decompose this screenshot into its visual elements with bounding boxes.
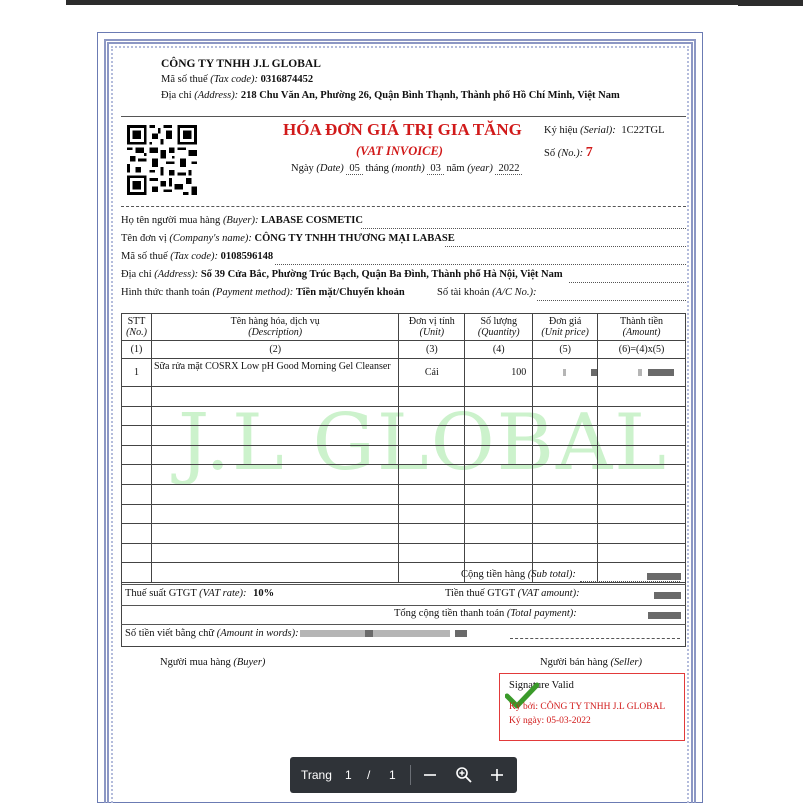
header-cell: Đơn giá (Unit price) bbox=[533, 314, 598, 341]
total-payment-redacted bbox=[648, 612, 681, 619]
subtotal-label: Cộng tiền hàng (Sub total): bbox=[461, 569, 576, 580]
vat-rate-value: 10% bbox=[253, 588, 275, 599]
qr-code-icon bbox=[127, 125, 197, 195]
table-row bbox=[122, 465, 686, 485]
total-pages: 1 bbox=[389, 768, 396, 782]
buyer-address-line: Địa chỉ (Address): Số 39 Cửa Bắc, Phường Trúc Bạch, Quận Ba Đình, Thành phố Hà Nội, Việt Nam bbox=[121, 269, 563, 280]
invoice-title: HÓA ĐƠN GIÁ TRỊ GIA TĂNG bbox=[283, 120, 522, 139]
seller-tax-code: 0316874452 bbox=[260, 74, 314, 85]
page-separator: / bbox=[367, 768, 371, 782]
total-payment-label: Tổng cộng tiền thanh toán (Total payment): bbox=[394, 608, 577, 619]
subtotal-value-redacted bbox=[647, 573, 681, 580]
seller-address: 218 Chu Văn An, Phường 26, Quận Bình Thạnh, Thành phố Hồ Chí Minh, Việt Nam bbox=[240, 90, 620, 101]
invoice-subtitle: (VAT INVOICE) bbox=[356, 144, 443, 158]
invoice-date-line: Ngày (Date) 05 tháng (month) 03 năm (year) 2022 bbox=[291, 163, 522, 174]
invoice-serial: 1C22TGL bbox=[621, 125, 665, 136]
seller-tax-line: Mã số thuế (Tax code): 0316874452 bbox=[161, 74, 314, 85]
signed-date-text: Ký ngày: 05-03-2022 bbox=[509, 716, 591, 726]
invoice-month: 03 bbox=[427, 163, 444, 175]
plus-icon[interactable] bbox=[490, 768, 504, 782]
buyer-address: Số 39 Cửa Bắc, Phường Trúc Bạch, Quận Ba Đình, Thành phố Hà Nội, Việt Nam bbox=[200, 269, 563, 280]
minus-icon[interactable] bbox=[423, 768, 437, 782]
invoice-number-line: Số (No.): 7 bbox=[544, 145, 593, 160]
viewer-top-right-bar bbox=[738, 0, 803, 6]
zoom-icon[interactable] bbox=[455, 766, 472, 783]
buyer-tax-code: 0108596148 bbox=[220, 251, 274, 262]
header-cell: Số lượng (Quantity) bbox=[465, 314, 533, 341]
amount-words-label: Số tiền viết bằng chữ (Amount in words): bbox=[125, 628, 299, 639]
vat-amount-redacted bbox=[654, 592, 681, 599]
header-cell: Tên hàng hóa, dịch vụ (Description) bbox=[151, 314, 398, 341]
page-label: Trang bbox=[301, 768, 332, 782]
table-row bbox=[122, 426, 686, 446]
table-row: 1 Sữa rửa mặt COSRX Low pH Good Morning Gel Cleanser Cái 100 bbox=[122, 359, 686, 387]
seller-signature-label: Người bán hàng (Seller) bbox=[540, 657, 642, 668]
buyer-account-line: Số tài khoản (A/C No.): bbox=[437, 287, 537, 298]
table-header-row bbox=[122, 314, 686, 341]
invoice-number: 7 bbox=[585, 145, 593, 160]
amount-words-redacted bbox=[300, 630, 450, 637]
vat-amount-label: Tiền thuế GTGT (VAT amount): bbox=[445, 588, 580, 599]
item-description: Sữa rửa mặt COSRX Low pH Good Morning Gel Cleanser bbox=[151, 359, 398, 387]
invoice-serial-line: Ký hiệu (Serial): 1C22TGL bbox=[544, 125, 665, 136]
items-table bbox=[121, 313, 686, 583]
buyer-tax-line: Mã số thuế (Tax code): 0108596148 bbox=[121, 251, 274, 262]
header-cell: Đơn vị tính (Unit) bbox=[399, 314, 465, 341]
item-unit-price bbox=[533, 359, 598, 387]
invoice-year: 2022 bbox=[495, 163, 522, 175]
buyer-company-line: Tên đơn vị (Company's name): CÔNG TY TNHH THƯƠNG MẠI LABASE bbox=[121, 233, 455, 244]
buyer-payment: Tiền mặt/Chuyển khoản bbox=[295, 287, 405, 298]
table-row bbox=[122, 445, 686, 465]
buyer-payment-line: Hình thức thanh toán (Payment method): Tiền mặt/Chuyển khoản bbox=[121, 287, 405, 298]
column-number-row: (1) (2) (3) (4) (5) (6)=(4)x(5) bbox=[122, 341, 686, 359]
table-row bbox=[122, 387, 686, 407]
viewer-top-bar bbox=[66, 0, 803, 5]
vat-rate-line: Thuế suất GTGT (VAT rate): 10% bbox=[125, 588, 275, 599]
buyer-company: CÔNG TY TNHH THƯƠNG MẠI LABASE bbox=[254, 233, 455, 244]
header-cell: Thành tiền (Amount) bbox=[598, 314, 686, 341]
pdf-viewer-toolbar bbox=[290, 757, 517, 793]
buyer-name-line: Họ tên người mua hàng (Buyer): LABASE COSMETIC bbox=[121, 215, 363, 226]
watermark-text: J.L GLOBAL bbox=[178, 398, 669, 488]
table-row bbox=[122, 406, 686, 426]
invoice-day: 05 bbox=[346, 163, 363, 175]
buyer-signature-label: Người mua hàng (Buyer) bbox=[160, 657, 266, 668]
table-row bbox=[122, 484, 686, 504]
table-row bbox=[122, 543, 686, 563]
signed-by-text: Ký bởi: CÔNG TY TNHH J.L GLOBAL bbox=[509, 702, 666, 712]
buyer-name: LABASE COSMETIC bbox=[261, 215, 363, 226]
header-divider bbox=[121, 116, 686, 117]
seller-name: CÔNG TY TNHH J.L GLOBAL bbox=[161, 58, 321, 70]
item-quantity: 100 bbox=[465, 359, 533, 387]
title-divider bbox=[121, 206, 686, 207]
current-page-input[interactable]: 1 bbox=[345, 768, 352, 782]
signature-valid-text: Signature Valid bbox=[509, 680, 574, 691]
item-amount bbox=[598, 359, 686, 387]
seller-address-line: Địa chỉ (Address): 218 Chu Văn An, Phường 26, Quận Bình Thạnh, Thành phố Hồ Chí Minh, Việt Nam bbox=[161, 90, 620, 101]
table-row bbox=[122, 524, 686, 544]
table-row bbox=[122, 504, 686, 524]
header-cell: STT (No.) bbox=[122, 314, 152, 341]
